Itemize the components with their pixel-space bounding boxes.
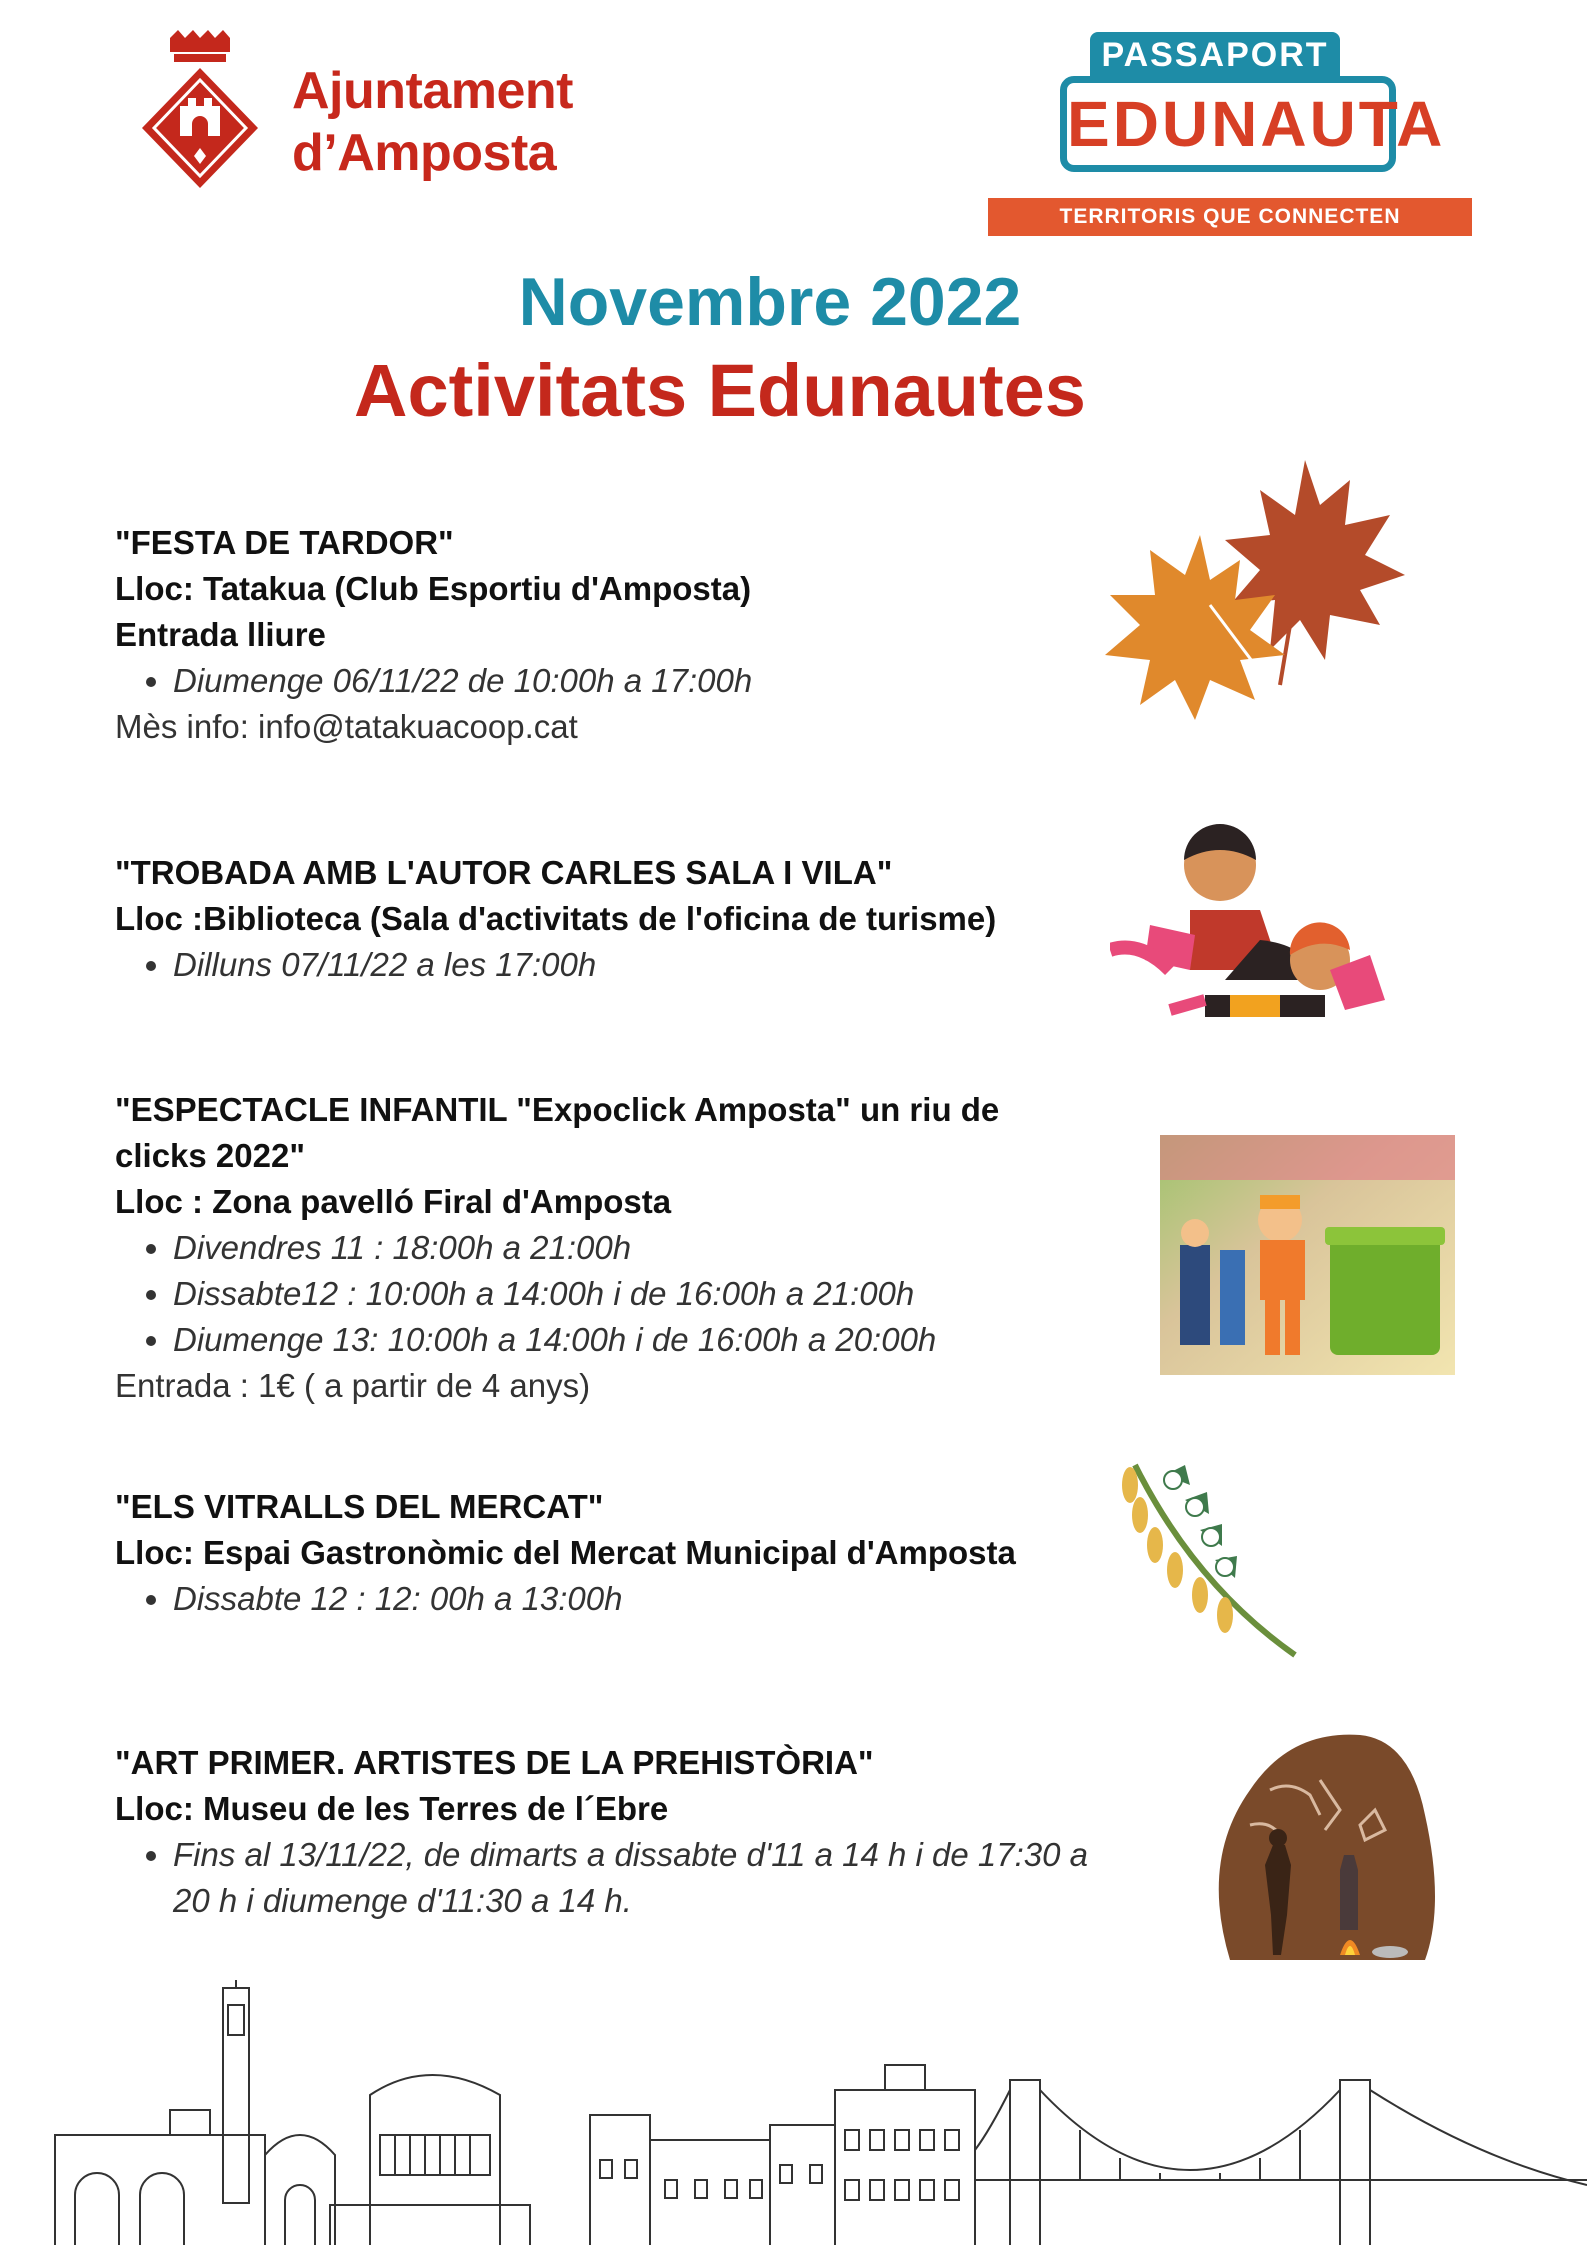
event-info: Mès info: info@tatakuacoop.cat (115, 708, 578, 745)
wheat-branch-illustration (1115, 1455, 1300, 1660)
month-title: Novembre 2022 (518, 264, 1022, 340)
event-dates (115, 1225, 1045, 1363)
event-date: • Dilluns 07/11/22 a les 17:00h (173, 942, 1105, 988)
expoclick-photo (1160, 1135, 1455, 1375)
event-date: • Diumenge 06/11/22 de 10:00h a 17:00h (173, 658, 1105, 704)
event-place: Lloc : Zona pavelló Firal d'Amposta (115, 1183, 672, 1220)
event-place: Lloc: Espai Gastronòmic del Mercat Municipal d'Amposta (115, 1534, 1016, 1571)
event-vitralls-mercat (115, 1484, 1105, 1622)
autumn-leaves-illustration (1090, 455, 1430, 735)
cave-painting-illustration (1190, 1730, 1435, 1970)
event-date: • Divendres 11 : 18:00h a 21:00h (173, 1225, 1045, 1271)
ajuntament-name (292, 60, 573, 184)
event-date: • Fins al 13/11/22, de dimarts a dissabte d'11 a 14 h i de 17:30 a 20 h i diumenge d'11:30 a 14 h. (173, 1832, 1090, 1924)
event-art-primer (115, 1740, 1090, 1924)
event-title: "ELS VITRALLS DEL MERCAT" (115, 1488, 604, 1525)
event-title: "TROBADA AMB L'AUTOR CARLES SALA I VILA" (115, 854, 893, 891)
event-dates (115, 658, 1105, 704)
event-title: "ART PRIMER. ARTISTES DE LA PREHISTÒRIA" (115, 1744, 874, 1781)
event-title: "ESPECTACLE INFANTIL "Expoclick Amposta" un riu de clicks 2022" (115, 1091, 1000, 1174)
event-entry: Entrada lliure (115, 616, 326, 653)
event-date: • Diumenge 13: 10:00h a 14:00h i de 16:00h a 20:00h (173, 1317, 1045, 1363)
ajuntament-line-1: Ajuntament (292, 62, 573, 120)
event-dates (115, 1832, 1090, 1924)
amposta-skyline-illustration (0, 1980, 1587, 2245)
ajuntament-line-2: d’Amposta (292, 124, 557, 182)
event-trobada-autor (115, 850, 1105, 988)
event-place: Lloc: Tatakua (Club Esportiu d'Amposta) (115, 570, 752, 607)
children-reading-illustration (1110, 820, 1400, 1045)
event-date: • Dissabte 12 : 12: 00h a 13:00h (173, 1576, 1105, 1622)
passaport-label: PASSAPORT (1090, 32, 1340, 78)
event-expoclick (115, 1087, 1045, 1409)
event-place: Lloc :Biblioteca (Sala d'activitats de l'oficina de turisme) (115, 900, 997, 937)
event-info: Entrada : 1€ ( a partir de 4 anys) (115, 1367, 591, 1404)
event-title: "FESTA DE TARDOR" (115, 524, 454, 561)
edunauta-logo-text: EDUNAUTA (1060, 76, 1396, 172)
event-festa-de-tardor (115, 520, 1105, 750)
event-dates (115, 1576, 1105, 1622)
page-title: Activitats Edunautes (354, 349, 1086, 432)
event-dates (115, 942, 1105, 988)
event-place: Lloc: Museu de les Terres de l´Ebre (115, 1790, 669, 1827)
edunauta-tagline: TERRITORIS QUE CONNECTEN OPORTUNITATS (988, 198, 1472, 236)
event-date: • Dissabte12 : 10:00h a 14:00h i de 16:00h a 21:00h (173, 1271, 1045, 1317)
